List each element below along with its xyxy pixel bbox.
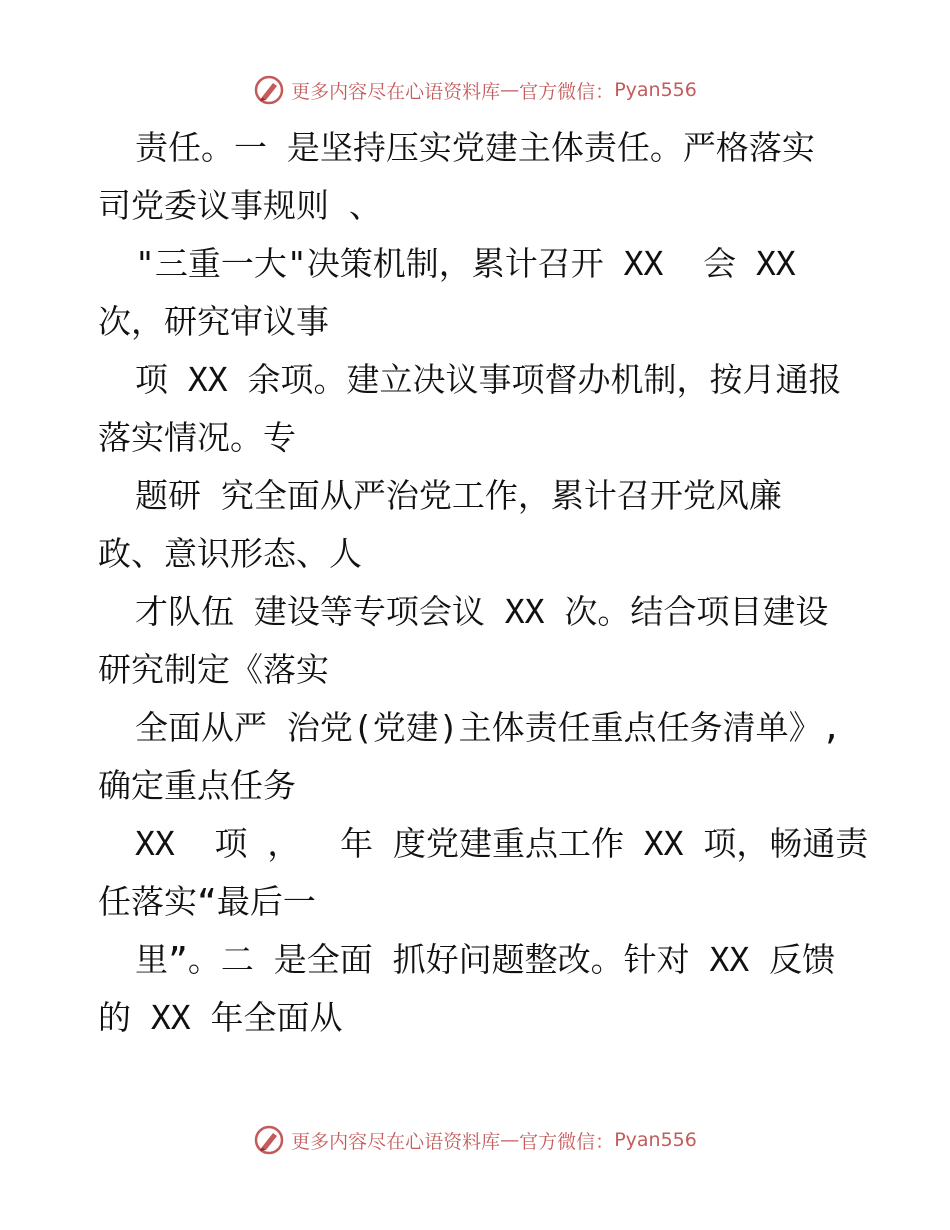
body-line: 落实情况。专 bbox=[98, 418, 296, 457]
watermark-id: Pyan556 bbox=[614, 79, 697, 101]
pen-logo-icon bbox=[253, 74, 285, 106]
body-line: "三重一大"决策机制，累计召开 XX 会 XX bbox=[135, 244, 796, 283]
body-line: XX 项 ， 年 度党建重点工作 XX 项，畅通责 bbox=[135, 824, 869, 863]
body-line: 的 XX 年全面从 bbox=[98, 998, 343, 1037]
body-line: 全面从严 治党(党建)主体责任重点任务清单》, bbox=[135, 708, 842, 747]
pen-logo-icon bbox=[253, 1124, 285, 1156]
watermark-id: Pyan556 bbox=[614, 1129, 697, 1151]
body-line: 司党委议事规则 、 bbox=[98, 186, 382, 225]
watermark-separator: — bbox=[500, 79, 520, 101]
body-line: 任落实“最后一 bbox=[98, 882, 316, 921]
body-line: 确定重点任务 bbox=[98, 766, 296, 805]
body-line: 才队伍 建设等专项会议 XX 次。结合项目建设 bbox=[135, 592, 829, 631]
watermark-main-text: 更多内容尽在心语资料库 bbox=[291, 80, 501, 103]
footer-watermark bbox=[0, 1120, 950, 1160]
watermark-main-text: 更多内容尽在心语资料库 bbox=[291, 1130, 501, 1153]
body-line: 责任。一 是坚持压实党建主体责任。严格落实 bbox=[135, 128, 815, 167]
body-line: 项 XX 余项。建立决议事项督办机制，按月通报 bbox=[135, 360, 842, 399]
header-watermark bbox=[0, 70, 950, 110]
body-line: 研究制定《落实 bbox=[98, 650, 329, 689]
body-line: 里”。二 是全面 抓好问题整改。针对 XX 反馈 bbox=[135, 940, 836, 979]
body-line: 题研 究全面从严治党工作，累计召开党风廉 bbox=[135, 476, 782, 515]
body-line: 政、意识形态、人 bbox=[98, 534, 362, 573]
body-line: 次，研究审议事 bbox=[98, 302, 329, 341]
watermark-official-label: 官方微信： bbox=[519, 1130, 615, 1153]
watermark-separator: — bbox=[500, 1129, 520, 1151]
watermark-official-label: 官方微信： bbox=[519, 80, 615, 103]
